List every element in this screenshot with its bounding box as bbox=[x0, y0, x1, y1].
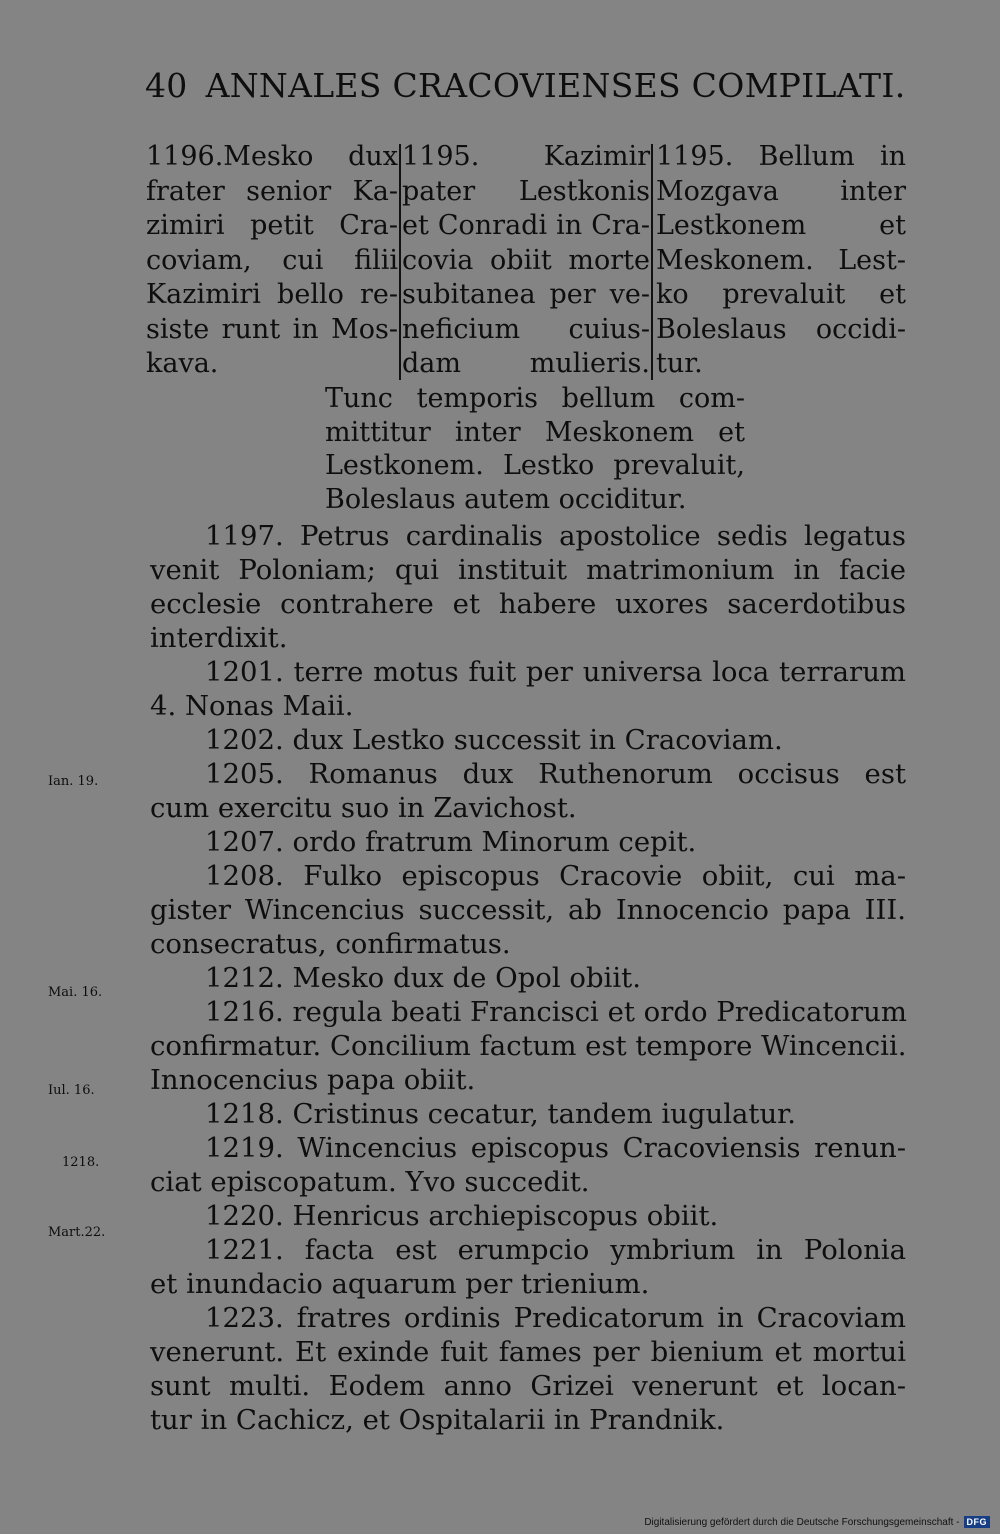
margin-note: Iul. 16. bbox=[48, 1083, 95, 1098]
body-line: 4. Nonas Maii. bbox=[150, 690, 354, 722]
column-line: frater senior Ka- bbox=[146, 175, 398, 207]
digitization-footer bbox=[644, 1516, 990, 1528]
margin-note: Ian. 19. bbox=[48, 774, 99, 789]
body-line: 1205. Romanus dux Ruthenorum occisus est bbox=[205, 758, 906, 790]
running-title: ANNALES CRACOVIENSES COMPILATI. bbox=[205, 66, 906, 105]
column-line: 1196.Mesko dux bbox=[146, 141, 398, 172]
body-line: et inundacio aquarum per trienium. bbox=[150, 1268, 650, 1300]
column-left bbox=[146, 140, 398, 382]
column-line: kava. bbox=[146, 348, 219, 379]
column-line: pater Lestkonis bbox=[402, 175, 650, 207]
column-line: Kazimiri bello re- bbox=[146, 279, 398, 310]
page-number: 40 bbox=[145, 66, 188, 105]
body-line: 1208. Fulko episcopus Cracovie obiit, cui ma- bbox=[205, 860, 906, 892]
column-line: et Conradi in Cra- bbox=[402, 210, 650, 241]
body-line: confirmatur. Concilium factum est tempore Wincencii. bbox=[150, 1030, 907, 1062]
body-line: interdixit. bbox=[150, 622, 288, 654]
body-line: ecclesie contrahere et habere uxores sacerdotibus bbox=[150, 588, 906, 620]
body-line: venit Poloniam; qui instituit matrimonium in facie bbox=[150, 554, 906, 586]
body-line: 1197. Petrus cardinalis apostolice sedis legatus bbox=[205, 520, 906, 552]
column-line: 1195. Kazimir bbox=[402, 141, 650, 172]
body-line: Innocencius papa obiit. bbox=[150, 1064, 476, 1096]
margin-note: Mai. 16. bbox=[48, 985, 103, 1000]
body-line: 1207. ordo fratrum Minorum cepit. bbox=[205, 826, 697, 858]
body-line: 1219. Wincencius episcopus Cracoviensis renun- bbox=[205, 1132, 906, 1164]
column-divider bbox=[399, 144, 401, 380]
dfg-logo: DFG bbox=[964, 1516, 991, 1528]
body-line: 1216. regula beati Francisci et ordo Predicatorum bbox=[205, 996, 907, 1028]
body-line: sunt multi. Eodem anno Grizei venerunt et locan- bbox=[150, 1370, 906, 1402]
paragraph-line: Boleslaus autem occiditur. bbox=[325, 483, 687, 515]
body-line: 1202. dux Lestko successit in Cracoviam. bbox=[205, 724, 783, 756]
body-line: 1220. Henricus archiepiscopus obiit. bbox=[205, 1200, 719, 1232]
footer-text: Digitalisierung gefördert durch die Deutsche Forschungsgemeinschaft - bbox=[644, 1516, 960, 1528]
body-line: cum exercitu suo in Zavichost. bbox=[150, 792, 577, 824]
column-middle bbox=[402, 140, 650, 382]
column-line: coviam, cui filii bbox=[146, 244, 398, 276]
column-line: Mozgava inter bbox=[656, 175, 906, 207]
body-line: 1218. Cristinus cecatur, tandem iugulatur. bbox=[205, 1098, 797, 1130]
body-line: gister Wincencius successit, ab Innocencio papa III. bbox=[150, 894, 906, 926]
column-line: ko prevaluit et bbox=[656, 279, 906, 310]
paragraph-line: Lestkonem. Lestko prevaluit, bbox=[325, 450, 745, 481]
column-right bbox=[656, 140, 906, 382]
column-line: neficium cuius- bbox=[402, 313, 650, 345]
body-line: tur in Cachicz, et Ospitalarii in Prandnik. bbox=[150, 1404, 725, 1436]
column-line: covia obiit morte bbox=[402, 244, 650, 276]
body-line: venerunt. Et exinde fuit fames per bienium et mortui bbox=[150, 1336, 906, 1368]
annals-body bbox=[150, 519, 906, 1437]
paragraph-line: mittitur inter Meskonem et bbox=[325, 416, 745, 448]
column-line: Boleslaus occidi- bbox=[656, 313, 906, 345]
column-line: dam mulieris. bbox=[402, 348, 650, 379]
joint-paragraph bbox=[325, 382, 745, 516]
body-line: consecratus, confirmatus. bbox=[150, 928, 511, 960]
column-line: Lestkonem et bbox=[656, 210, 906, 241]
column-line: siste runt in Mos- bbox=[146, 313, 398, 345]
three-column-block bbox=[146, 140, 906, 382]
column-divider bbox=[651, 144, 653, 380]
body-line: 1223. fratres ordinis Predicatorum in Cracoviam bbox=[205, 1302, 906, 1334]
column-line: zimiri petit Cra- bbox=[146, 210, 398, 241]
margin-note: 1218. bbox=[62, 1155, 100, 1170]
margin-note: Mart.22. bbox=[48, 1225, 106, 1240]
body-line: 1221. facta est erumpcio ymbrium in Polonia bbox=[205, 1234, 906, 1266]
body-line: ciat episcopatum. Yvo succedit. bbox=[150, 1166, 590, 1198]
column-line: Meskonem. Lest- bbox=[656, 244, 906, 276]
body-line: 1201. terre motus fuit per universa loca terrarum bbox=[205, 656, 906, 688]
running-header bbox=[145, 66, 906, 105]
column-line: subitanea per ve- bbox=[402, 279, 650, 310]
paragraph-line: Tunc temporis bellum com- bbox=[325, 383, 745, 414]
column-line: 1195. Bellum in bbox=[656, 141, 906, 172]
body-line: 1212. Mesko dux de Opol obiit. bbox=[205, 962, 641, 994]
column-line: tur. bbox=[656, 348, 703, 379]
